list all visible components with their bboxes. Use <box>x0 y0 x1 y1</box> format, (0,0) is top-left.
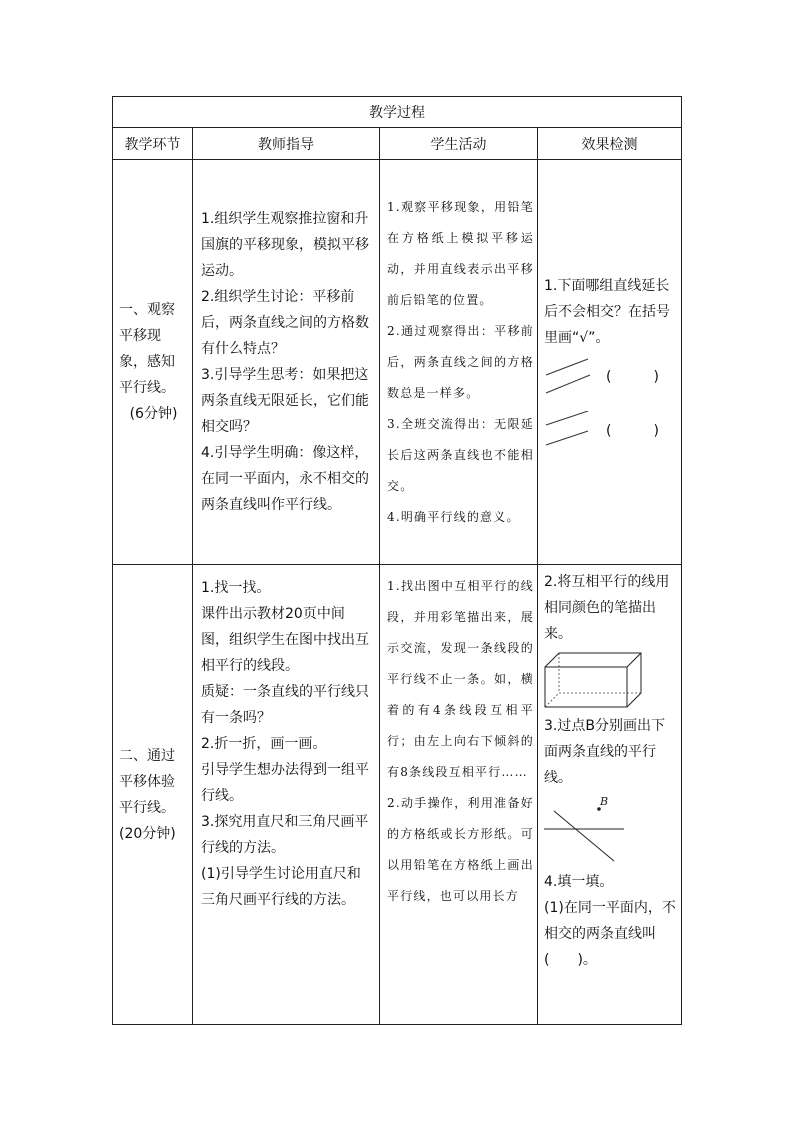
teacher-step: 课件出示教材20页中间图，组织学生在图中找出互相平行的线段。 <box>201 606 369 674</box>
check-question: (1)在同一平面内，不相交的两条直线叫( )。 <box>544 900 676 968</box>
check-cell <box>538 160 682 565</box>
converging-lines-figure <box>544 357 594 397</box>
cuboid-figure <box>544 651 644 711</box>
check-question: 3.过点B分别画出下面两条直线的平行线。 <box>544 718 665 786</box>
teacher-step: 2.组织学生讨论：平移前后，两条直线之间的方格数有什么特点？ <box>201 289 369 357</box>
teacher-step: 质疑：一条直线的平行线只有一条吗？ <box>201 684 369 726</box>
teacher-step: 3.引导学生思考：如果把这两条直线无限延长，它们能相交吗？ <box>201 367 369 435</box>
teacher-cell <box>193 565 380 1025</box>
stage-time: (6分钟) <box>129 406 178 422</box>
point-b-lines-figure <box>544 795 634 865</box>
check-question: 4.填一填。 <box>544 874 614 890</box>
teacher-step: 3.探究用直尺和三角尺画平行线的方法。 <box>201 814 369 856</box>
line-pair-1 <box>544 357 676 397</box>
answer-paren-1[interactable]: ( ) <box>606 369 659 385</box>
student-step: 1.找出图中互相平行的线段，并用彩笔描出来，展示交流，发现一条线段的平行线不止一条。如，横着的有4条线段互相平行；由左上向右下倾斜的有8条线段互相平行…… <box>387 579 534 779</box>
table-row <box>113 160 682 565</box>
teacher-step: 1.组织学生观察推拉窗和升国旗的平移现象，模拟平移运动。 <box>201 211 369 279</box>
stage-text: 二、通过平移体验平行线。 <box>119 747 175 816</box>
check-question: 1.下面哪组直线延长后不会相交？在括号里画“√”。 <box>544 278 670 346</box>
parallel-lines-figure <box>544 411 594 451</box>
check-question: 2.将互相平行的线用相同颜色的笔描出来。 <box>544 574 670 642</box>
teacher-step: 4.引导学生明确：像这样，在同一平面内，永不相交的两条直线叫作平行线。 <box>201 445 369 513</box>
student-cell <box>380 160 538 565</box>
header-stage: 教学环节 <box>113 128 193 160</box>
teacher-step: 引导学生想办法得到一组平行线。 <box>201 762 369 804</box>
table-row <box>113 565 682 1025</box>
student-step: 1.观察平移现象，用铅笔在方格纸上模拟平移运动，并用直线表示出平移前后铅笔的位置。 <box>387 199 534 307</box>
point-b-label: B <box>600 795 609 808</box>
student-step: 3.全班交流得出：无限延长后这两条直线也不能相交。 <box>387 416 534 493</box>
header-teacher-guidance: 教师指导 <box>193 128 380 160</box>
lesson-process-table <box>112 96 682 1025</box>
teacher-step: (1)引导学生讨论用直尺和三角尺画平行线的方法。 <box>201 866 361 908</box>
teacher-cell <box>193 160 380 565</box>
student-step: 2.通过观察得出：平移前后，两条直线之间的方格数总是一样多。 <box>387 323 534 400</box>
student-cell <box>380 565 538 1025</box>
header-student-activity: 学生活动 <box>380 128 538 160</box>
stage-time: (20分钟) <box>119 825 176 842</box>
answer-paren-2[interactable]: ( ) <box>606 423 659 439</box>
stage-text: 一、观察平移现象，感知平行线。 <box>119 302 175 396</box>
check-cell <box>538 565 682 1025</box>
table-title: 教学过程 <box>113 97 682 128</box>
teacher-step: 2.折一折，画一画。 <box>201 736 327 752</box>
teacher-step: 1.找一找。 <box>201 580 271 596</box>
stage-cell <box>113 565 193 1025</box>
line-pair-2 <box>544 411 676 451</box>
student-step: 2.动手操作，利用准备好的方格纸或长方形纸。可以用铅笔在方格纸上画出平行线，也可以用长方 <box>387 796 534 903</box>
header-effect-check: 效果检测 <box>538 128 682 160</box>
student-step: 4.明确平行线的意义。 <box>387 509 520 524</box>
stage-cell <box>113 160 193 565</box>
